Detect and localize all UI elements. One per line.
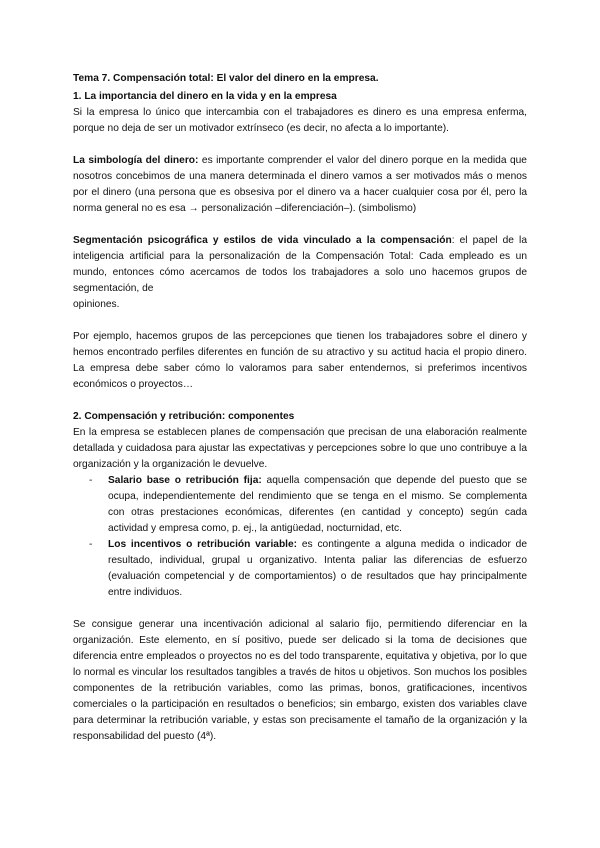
segmentacion-paragraph xyxy=(73,233,527,297)
document-body xyxy=(73,71,527,745)
list-item-incentivos xyxy=(73,537,527,601)
dash-bullet: - xyxy=(89,475,93,486)
simbologia-text: es importante comprender el valor del dinero porque en la medida que nosotros concebimos de una manera determinada el dinero vamos a ser motivados más o menos por el dinero (una persona que es obsesiva por el dinero va a hacer cualquier cosa por él, pero la norma general no es esa → personalización –diferenciación–). (simbolismo) xyxy=(73,155,527,214)
segmentacion-continuation: opiniones. xyxy=(73,299,120,310)
salario-base-text: aquella compensación que depende del puesto que se ocupa, independientemente del rendimiento que se tenga en el mismo. Se complementa con otras prestaciones económicas, diferentes (en cantidad y concepto) según cada actividad y empresa como, p. ej., la antigüedad, nocturnidad, etc. xyxy=(108,475,527,534)
simbologia-label: La simbología del dinero: xyxy=(73,155,199,166)
closing-paragraph: Se consigue generar una incentivación adicional al salario fijo, permitiendo diferenciar en la organización. Este elemento, en sí positivo, puede ser delicado si la toma de decisiones que diferencia entre empleados o proyectos no es del todo transparente, equitativa y objetiva, por lo que lo normal es vincular los resultados tangibles a través de hitos u objetivos. Son muchos los posibles componentes de la retribución variables, como las primas, bonos, gratificaciones, incentivos comerciales o la participación en resultados o beneficios; sin embargo, existen dos variables clave para determinar la retribución variable, y estas son precisamente el tamaño de la organización y la responsabilidad del puesto (4ª). xyxy=(73,619,527,742)
list-item-salario-base xyxy=(73,473,527,537)
section-2-intro: En la empresa se establecen planes de compensación que precisan de una elaboración realmente detallada y cuidadosa para ajustar las expectativas y percepciones sobre lo que uno contribuye a la organización y la organización le devuelve. xyxy=(73,427,527,470)
ejemplo-paragraph: Por ejemplo, hacemos grupos de las percepciones que tienen los trabajadores sobre el dinero y hemos encontrado perfiles diferentes en función de su atractivo y su actitud hacia el propio dinero. La empresa debe saber cómo lo valoramos para saber entendernos, si preferimos incentivos económicos o proyectos… xyxy=(73,331,527,390)
section-2-heading: 2. Compensación y retribución: componentes xyxy=(73,411,295,422)
section-1-intro: Si la empresa lo único que intercambia con el trabajadores es dinero es una empresa enferma, porque no deja de ser un motivador extrínseco (es decir, no afecta a lo importante). xyxy=(73,107,527,134)
document-title: Tema 7. Compensación total: El valor del dinero en la empresa. xyxy=(73,73,379,84)
incentivos-label: Los incentivos o retribución variable: xyxy=(108,539,298,550)
section-1-heading: 1. La importancia del dinero en la vida y en la empresa xyxy=(73,91,337,102)
salario-base-label: Salario base o retribución fija: xyxy=(108,475,262,486)
simbologia-paragraph xyxy=(73,153,527,217)
retribution-list xyxy=(73,473,527,601)
segmentacion-text: : el papel de la inteligencia artificial para la personalización de la Compensación Total: Cada empleado es un mundo, entonces cómo acercamos de todos los trabajadores a solo uno hacemos grupos de segmentación, de xyxy=(73,235,527,294)
incentivos-text: es contingente a alguna medida o indicador de resultado, individual, grupal u organizativo. Intenta paliar las diferencias de esfuerzo (evaluación competencial y de comportamientos) o de resultados que hay principalmente entre individuos. xyxy=(108,539,528,598)
dash-bullet: - xyxy=(89,539,93,550)
segmentacion-label: Segmentación psicográfica y estilos de vida vinculado a la compensación xyxy=(73,235,452,246)
